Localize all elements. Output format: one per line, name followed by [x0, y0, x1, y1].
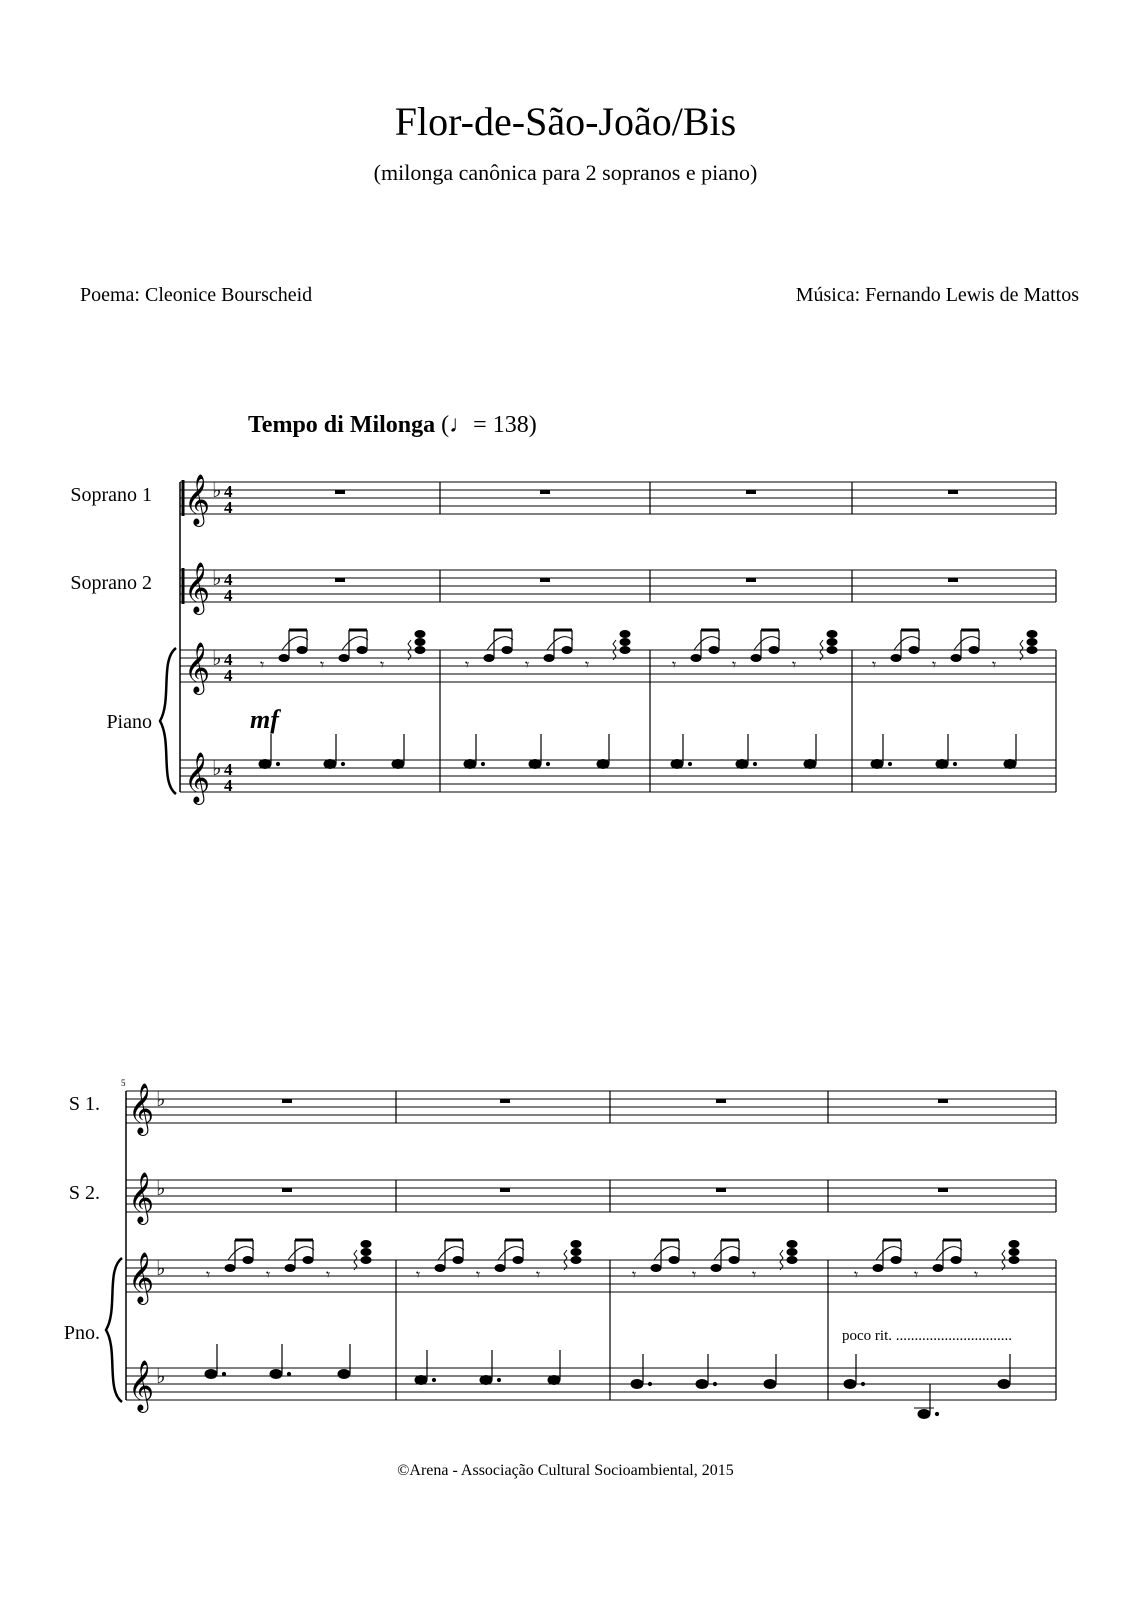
expression-marking: poco rit. ...............................	[842, 1328, 1012, 1344]
svg-text:𝄾: 𝄾	[260, 657, 265, 674]
dynamic-marking: mf	[250, 705, 279, 734]
staff-piano-left-hand	[180, 760, 1056, 792]
clefs-system-1	[184, 475, 233, 805]
flat-key-icon: ♭	[156, 1178, 166, 1200]
measure-number: 5	[121, 1078, 126, 1088]
whole-rests-system-1	[335, 490, 958, 582]
instrument-label-s2: S 2.	[68, 1182, 100, 1204]
system-1	[160, 480, 1056, 794]
poem-credit: Poema: Cleonice Bourscheid	[80, 284, 313, 306]
svg-text:𝄾: 𝄾	[380, 657, 385, 674]
flat-key-icon: ♭	[212, 758, 222, 780]
treble-clef-icon: 𝄞	[184, 643, 211, 692]
piano-left-hand-figure	[415, 1350, 560, 1385]
svg-text:𝄾: 𝄾	[320, 657, 325, 674]
svg-text:4: 4	[224, 666, 233, 685]
staff-pno-left-hand	[126, 1368, 1056, 1400]
flat-key-icon: ♭	[212, 648, 222, 670]
piano-right-hand-figure	[854, 1240, 1019, 1284]
footer-copyright: ©Arena - Associação Cultural Socioambiental, 2015	[397, 1462, 734, 1479]
flat-key-icon: ♭	[156, 1258, 166, 1280]
piano-right-hand-figure	[465, 630, 630, 674]
piano-brace	[106, 1258, 122, 1402]
barlines-system-2	[396, 1091, 1056, 1400]
svg-text:4: 4	[224, 776, 233, 795]
piano-left-hand-figure-final	[844, 1354, 1010, 1419]
svg-text:4: 4	[224, 586, 233, 605]
flat-key-icon: ♭	[212, 568, 222, 590]
flat-key-icon: ♭	[212, 480, 222, 502]
treble-clef-icon: 𝄞	[128, 1173, 155, 1222]
svg-text:4: 4	[224, 570, 233, 589]
svg-text:4: 4	[224, 760, 233, 779]
piano-left-hand-figure	[205, 1344, 350, 1379]
piano-left-hand-figure	[871, 734, 1016, 769]
staff-piano-right-hand	[180, 650, 1056, 682]
quarter-note-icon: ♩	[449, 412, 474, 438]
flat-key-icon: ♭	[156, 1089, 166, 1111]
time-signature-4-4	[224, 482, 233, 795]
page-title: Flor-de-São-João/Bis	[394, 99, 737, 144]
piano-right-hand-figure	[206, 1240, 371, 1284]
treble-clef-icon: 𝄞	[128, 1361, 155, 1410]
svg-text:4: 4	[224, 650, 233, 669]
piano-right-hand-figure	[260, 630, 425, 674]
instrument-label-piano: Piano	[106, 711, 152, 733]
piano-left-hand-figure	[671, 734, 816, 769]
music-credit: Música: Fernando Lewis de Mattos	[795, 284, 1079, 306]
page-subtitle: (milonga canônica para 2 sopranos e piano)	[373, 160, 758, 185]
staff-s1	[126, 1091, 1056, 1123]
instrument-label-s1: S 1.	[68, 1093, 100, 1115]
instrument-label-pno: Pno.	[63, 1322, 100, 1344]
treble-clef-icon: 𝄞	[184, 753, 211, 802]
staff-soprano-1	[180, 482, 1056, 514]
clefs-system-2	[128, 1084, 165, 1413]
piano-right-hand-figure	[632, 1240, 797, 1284]
treble-clef-icon: 𝄞	[184, 475, 211, 524]
piano-brace	[160, 648, 176, 794]
piano-right-hand-figure	[872, 630, 1037, 674]
instrument-label-soprano-2: Soprano 2	[70, 572, 152, 594]
whole-rests-system-2	[282, 1099, 948, 1192]
tempo-open: (	[435, 412, 450, 438]
treble-clef-icon: 𝄞	[128, 1253, 155, 1302]
piano-left-hand-figure	[464, 734, 609, 769]
tempo-label: Tempo di Milonga	[248, 412, 436, 438]
staff-soprano-2	[180, 570, 1056, 602]
tempo-value: = 138)	[473, 412, 537, 438]
treble-clef-icon: 𝄞	[128, 1084, 155, 1133]
instrument-label-soprano-1: Soprano 1	[70, 484, 152, 506]
treble-clef-icon: 𝄞	[184, 563, 211, 612]
svg-text:4: 4	[224, 482, 233, 501]
piano-left-hand-figure	[259, 734, 404, 769]
piano-right-hand-figure	[416, 1240, 581, 1284]
piano-right-hand-figure	[672, 630, 837, 674]
staff-s2	[126, 1180, 1056, 1212]
svg-text:4: 4	[224, 498, 233, 517]
flat-key-icon: ♭	[156, 1366, 166, 1388]
piano-left-hand-figure	[631, 1354, 776, 1389]
